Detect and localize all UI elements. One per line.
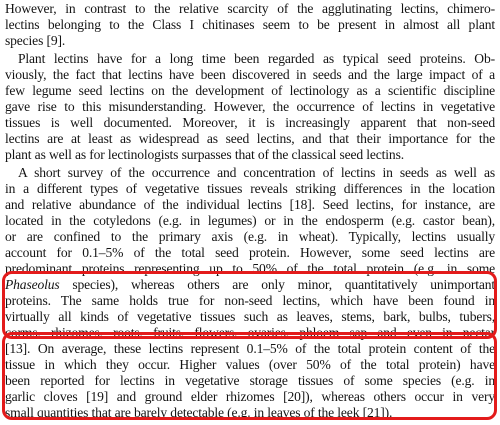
text-line-18 — [5, 277, 495, 293]
text-line-10: plant as well as for lectinologists surpasses that of the classical seed lectins. — [5, 147, 404, 162]
genus-italic: Phaseolus — [5, 277, 60, 292]
text-line-14: located in the cotyledons (e.g. in legumes) or in the endosperm (e.g. castor bean), — [5, 213, 495, 228]
text-line-20: virtually all kinds of vegetative tissues such as leaves, stems, bark, bulbs, tubers, — [5, 309, 495, 324]
text-line-16: account for 0.1–5% of the total seed protein. However, some seed lectins are — [5, 245, 495, 260]
text-line-11: A short survey of the occurrence and concentration of lectins in seeds as well as — [18, 165, 495, 180]
text-line-4: Plant lectins have for a long time been regarded as typical seed proteins. Ob- — [18, 51, 495, 66]
text-line-8: tissues is well documented. Moreover, it is increasingly apparent that non-seed — [5, 115, 495, 130]
text-line-25: garlic cloves [19] and ground elder rhizomes [20]), whereas others occur in very — [5, 389, 495, 404]
text-line-6: few legume seed lectins on the development of lectinology as a scientific discipline — [5, 83, 495, 98]
text-line-18-rest: species), whereas others are only minor, quantitatively unimportant — [72, 277, 495, 292]
text-line-12: in a different types of vegetative tissues reveals striking differences in the location — [5, 181, 495, 196]
text-line-7: gave rise to this misunderstanding. However, the occurrence of lectins in vegetative — [5, 99, 495, 114]
text-line-15: or are confined to the primary axis (e.g. in wheat). Typically, lectins usually — [5, 229, 495, 244]
text-line-21: corms, rhizomes, roots, fruits, flowers, ovaries, phloem sap and even in nectar — [5, 325, 495, 340]
text-line-22: [13]. On average, these lectins represent 0.1–5% of the total protein content of the — [5, 341, 495, 356]
text-line-1: However, in contrast to the relative scarcity of the agglutinating lectins, chimero- — [5, 1, 495, 16]
text-line-23: tissue in which they occur. Higher values (over 50% of the total protein) have — [5, 357, 495, 372]
text-line-13: and relative abundance of the individual lectins [18]. Seed lectins, for instance, are — [5, 197, 495, 212]
text-line-19: proteins. The same holds true for non-seed lectins, which have been found in — [5, 293, 495, 308]
text-line-17: predominant proteins representing up to 50% of the total protein (e.g. in some — [5, 261, 495, 276]
text-line-26: small quantities that are barely detectable (e.g. in leaves of the leek [21]). — [5, 405, 393, 420]
text-line-9: lectins are at least as widespread as seed lectins, and that their importance for the — [5, 131, 495, 146]
text-line-3: species [9]. — [5, 33, 66, 48]
text-line-24: been reported for lectins in vegetative storage tissues of some species (e.g. in — [5, 373, 495, 388]
text-line-2: lectins belonging to the Class I chitinases seem to be present in almost all plant — [5, 17, 495, 32]
text-line-5: viously, the fact that lectins have been discovered in seeds and the large impact of a — [5, 67, 495, 82]
